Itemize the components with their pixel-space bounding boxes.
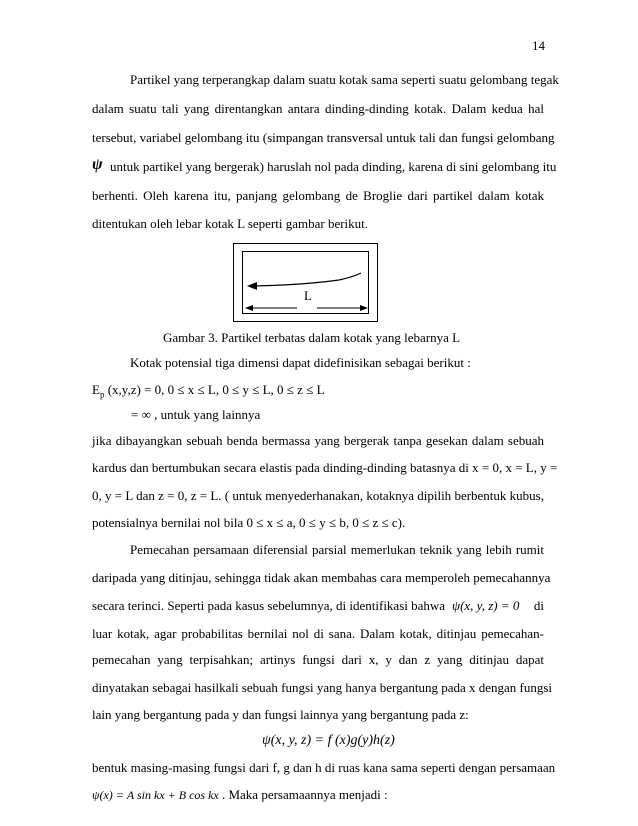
ep-subscript: p — [99, 389, 105, 400]
paragraph-3-line-5: pemecahan yang terpisahkan; artinys fungsi dari x, y dan z yang ditinjau dapat — [92, 652, 544, 667]
paragraph-3-line-2: daripada yang ditinjau, sehingga tidak akan membahas cara memperoleh pemecahannya — [92, 570, 551, 585]
figure-width-label: L — [304, 288, 312, 303]
paragraph-1-line-2: dalam suatu tali yang direntangkan antara dinding-dinding kotak. Dalam kedua hal — [92, 101, 544, 116]
paragraph-1-line-6: ditentukan oleh lebar kotak L seperti gambar berikut. — [92, 216, 369, 231]
psi-x-equation: ψ(x) = A sin kx + B cos kx — [92, 788, 219, 802]
figure-inner-box — [242, 251, 369, 314]
paragraph-3-line-3-text: secara terinci. Seperti pada kasus sebelumnya, di identifikasi bahwa — [92, 598, 446, 613]
paragraph-3-line-8: bentuk masing-masing fungsi dari f, g dan h di ruas kana sama seperti dengan persamaan — [92, 760, 556, 775]
paragraph-3-line-7: lain yang bergantung pada y dan fungsi lainnya yang bergantung pada z: — [92, 707, 469, 722]
separable-equation: ψ(x, y, z) = f (x)g(y)h(z) — [262, 733, 395, 748]
page-number: 14 — [532, 38, 545, 53]
paragraph-3-line-9-text: . Maka persamaannya menjadi : — [221, 787, 388, 802]
potential-infinity-line: = ∞ , untuk yang lainnya — [131, 407, 261, 422]
paragraph-1-line-3: tersebut, variabel gelombang itu (simpangan transversal untuk tali dan fungsi gelombang — [92, 130, 555, 145]
paragraph-3-line-9 — [92, 787, 388, 803]
paragraph-1-line-4 — [92, 156, 557, 174]
paragraph-3-line-4: luar kotak, agar probabilitas bernilai nol di sana. Dalam kotak, ditinjau pemecahan- — [92, 626, 544, 641]
paragraph-2-line-3: jika dibayangkan sebuah benda bermassa yang bergerak tanpa gesekan dalam sebuah — [92, 433, 544, 448]
paragraph-2-line-4: kardus dan bertumbukan secara elastis pada dinding-dinding batasnya di x = 0, x = L, y = — [92, 460, 558, 475]
paragraph-3-line-6: dinyatakan sebagai hasilkali sebuah fungsi yang hanya bergantung pada x dengan fungsi — [92, 680, 553, 695]
figure-outer-box — [233, 243, 378, 322]
ep-symbol: E — [92, 382, 100, 397]
paragraph-2-line-5: 0, y = L dan z = 0, z = L. ( untuk menyederhanakan, kotaknya dipilih berbentuk kubus, — [92, 488, 544, 503]
figure-caption: Gambar 3. Partikel terbatas dalam kotak yang lebarnya L — [163, 330, 461, 345]
psi-zero-equation: ψ(x, y, z) = 0 — [452, 598, 520, 613]
paragraph-2-line-1: Kotak potensial tiga dimensi dapat didefinisikan sebagai berikut : — [130, 355, 471, 370]
psi-symbol: ψ — [92, 156, 103, 173]
paragraph-3-line-3-end: di — [533, 598, 544, 613]
paragraph-3-line-1: Pemecahan persamaan diferensial parsial memerlukan teknik yang lebih rumit — [130, 542, 544, 557]
ep-condition: (x,y,z) = 0, 0 ≤ x ≤ L, 0 ≤ y ≤ L, 0 ≤ z ≤ L — [107, 382, 325, 397]
paragraph-1-line-4-text: untuk partikel yang bergerak) haruslah nol pada dinding, karena di sini gelombang itu — [110, 159, 557, 174]
paragraph-1-line-5: berhenti. Oleh karena itu, panjang gelombang de Broglie dari partikel dalam kotak — [92, 188, 544, 203]
potential-definition — [92, 382, 325, 403]
paragraph-3-line-3 — [92, 598, 544, 613]
paragraph-1-line-1: Partikel yang terperangkap dalam suatu kotak sama seperti suatu gelombang tegak — [130, 72, 559, 87]
paragraph-2-line-6: potensialnya bernilai nol bila 0 ≤ x ≤ a, 0 ≤ y ≤ b, 0 ≤ z ≤ c). — [92, 515, 406, 530]
